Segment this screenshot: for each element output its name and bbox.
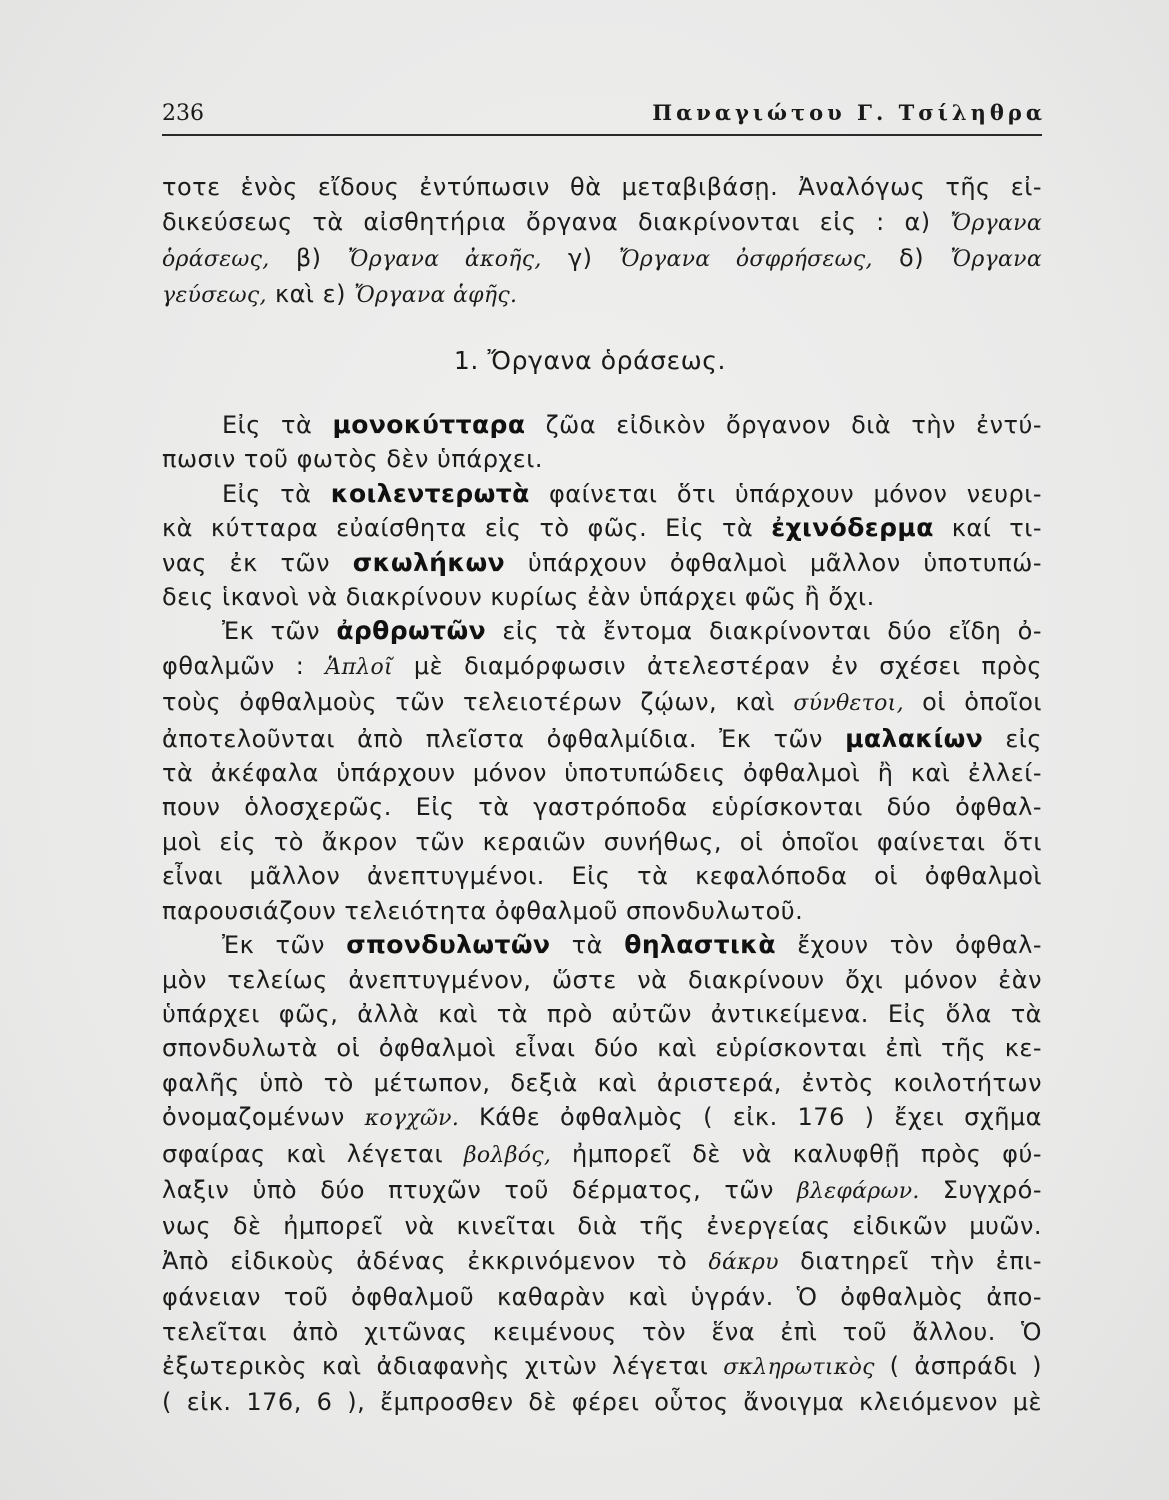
text-line: [162, 1244, 1042, 1280]
text-run: ἠμπορεῖ δὲ νὰ καλυφθῇ πρὸς φύ-: [551, 1139, 1042, 1168]
text-run: γ): [541, 244, 619, 272]
text-run: τελεῖται ἀπὸ χιτῶνας κειμένους τὸν ἕνα ἐπὶ τοῦ ἄλλου. Ὁ: [162, 1317, 1042, 1346]
text-run: ὑπάρχει φῶς, ἀλλὰ καὶ τὰ πρὸ αὐτῶν ἀντικείμενα. Εἰς ὅλα τὰ: [162, 999, 1042, 1028]
text-run: οἱ ὁποῖοι: [903, 688, 1042, 717]
text-line: [162, 477, 1042, 511]
text-line: [162, 859, 1042, 893]
text-line: [162, 997, 1042, 1031]
bold-term: θηλαστικὰ: [624, 930, 776, 960]
text-run: ἐξωτερικὸς καὶ ἀδιαφανὴς χιτὼν λέγεται: [162, 1351, 724, 1380]
text-run: Εἰς τὰ: [222, 479, 331, 508]
text-run: ἀποτελοῦνται ἀπὸ πλεῖστα ὀφθαλμίδια. Ἐκ τῶν: [162, 724, 846, 753]
text-line: [162, 963, 1042, 997]
italic-term: Ὄργανα ἀκοῆς,: [347, 247, 542, 272]
header-rule: [162, 134, 1042, 136]
text-line: [162, 649, 1042, 685]
section-heading: 1. Ὄργανα ὁράσεως.: [453, 346, 727, 375]
text-run: δικεύσεως τὰ αἰσθητήρια ὄργανα διακρίνονται εἰς : α): [162, 208, 951, 236]
text-run: φαίνεται ὅτι ὑπάρχουν μόνον νευρι-: [529, 479, 1042, 508]
text-run: μὲ διαμόρφωσιν ἀτελεστέραν ἐν σχέσει πρὸς: [392, 651, 1042, 680]
text-line: [162, 1031, 1042, 1065]
text-line: [162, 722, 1042, 756]
text-run: εἰς τὰ ἔντομα διακρίνονται δύο εἴδη ὀ-: [486, 617, 1042, 646]
italic-term: κογχῶν.: [364, 1106, 460, 1132]
text-line: [162, 1066, 1042, 1100]
text-line: [162, 1209, 1042, 1243]
text-run: φάνειαν τοῦ ὀφθαλμοῦ καθαρὰν καὶ ὑγράν. Ὁ ὀφθαλμὸς ἀπο-: [162, 1283, 1042, 1312]
italic-term: Ἁπλοῖ: [325, 654, 393, 680]
text-line: [162, 685, 1042, 721]
text-run: Ἐκ τῶν: [222, 931, 347, 960]
text-run: εἶναι μᾶλλον ἀνεπτυγμένοι. Εἰς τὰ κεφαλόποδα οἱ ὀφθαλμοὶ: [162, 862, 1042, 891]
text-run: ( ἀσπράδι ): [874, 1351, 1043, 1380]
text-run: κὰ κύτταρα εὐαίσθητα εἰς τὸ φῶς. Εἰς τὰ: [162, 514, 772, 543]
text-run: διατηρεῖ τὴν ἐπι-: [778, 1246, 1042, 1275]
text-run: ζῶα εἰδικὸν ὄργανον διὰ τὴν ἐντύ-: [525, 411, 1042, 439]
text-line: [162, 894, 1042, 928]
running-title: Παναγιώτου Γ. Τσίληθρα: [652, 100, 1046, 125]
text-run: τὰ: [550, 931, 625, 960]
page-body: [162, 170, 1042, 1420]
text-run: β): [269, 244, 348, 272]
text-run: ὀνομαζομένων: [162, 1103, 365, 1132]
text-run: φθαλμῶν :: [162, 651, 326, 680]
bold-term: σπονδυλωτῶν: [346, 930, 551, 960]
text-run: τὰ ἀκέφαλα ὑπάρχουν μόνον ὑποτυπώδεις ὀφθαλμοὶ ἢ καὶ ἐλλεί-: [162, 759, 1042, 788]
text-run: πουν ὁλοσχερῶς. Εἰς τὰ γαστρόποδα εὑρίσκονται δύο ὀφθαλ-: [162, 793, 1042, 822]
italic-term: σύνθετοι,: [793, 691, 904, 717]
italic-term: γεύσεως,: [162, 283, 267, 308]
text-run: δεις ἱκανοὶ νὰ διακρίνουν κυρίως ἐὰν ὑπάρχει φῶς ἢ ὄχι.: [162, 583, 875, 612]
text-line: [162, 1349, 1042, 1385]
text-run: φαλῆς ὑπὸ τὸ μέτωπον, δεξιὰ καὶ ἀριστερά, ἐντὸς κοιλοτήτων: [162, 1068, 1042, 1097]
text-line: [162, 928, 1042, 962]
text-line: [162, 1173, 1042, 1209]
text-run: καί τι-: [933, 514, 1042, 543]
text-run: πωσιν τοῦ φωτὸς δὲν ὑπάρχει.: [162, 445, 544, 474]
text-run: τοὺς ὀφθαλμοὺς τῶν τελειοτέρων ζῴων, καὶ: [162, 688, 794, 717]
text-run: παρουσιάζουν τελειότητα ὀφθαλμοῦ σπονδυλωτοῦ.: [162, 896, 804, 925]
paragraph: [162, 477, 1042, 615]
text-line: [162, 241, 1042, 277]
text-line: [162, 1100, 1042, 1136]
text-line: [162, 1315, 1042, 1349]
text-line: [162, 580, 1042, 614]
italic-term: δάκρυ: [708, 1249, 779, 1275]
italic-term: Ὄργανα: [950, 211, 1042, 236]
text-run: τοτε ἑνὸς εἴδους ἐντύπωσιν θὰ μεταβιβάσῃ. Ἀναλόγως τῆς εἰ-: [162, 173, 1042, 201]
italic-term: βολβός,: [463, 1142, 552, 1168]
text-line: [162, 756, 1042, 790]
text-run: νας ἐκ τῶν: [162, 548, 353, 577]
text-run: δ): [872, 244, 951, 272]
italic-term: βλεφάρων.: [797, 1178, 920, 1204]
text-line: [162, 408, 1042, 442]
text-run: καὶ ε): [266, 280, 355, 308]
text-run: νως δὲ ἠμπορεῖ νὰ κινεῖται διὰ τῆς ἐνεργείας εἰδικῶν μυῶν.: [162, 1212, 1042, 1241]
text-run: σπονδυλωτὰ οἱ ὀφθαλμοὶ εἶναι δύο καὶ εὑρίσκονται ἐπὶ τῆς κε-: [162, 1034, 1042, 1063]
bold-term: σκωλήκων: [352, 547, 506, 577]
continued-paragraph: [162, 170, 1042, 313]
text-line: [162, 277, 1042, 313]
italic-term: σκληρωτικὸς: [723, 1354, 875, 1380]
text-line: [162, 1137, 1042, 1173]
italic-term: Ὄργανα: [950, 247, 1042, 272]
page-number: 236: [162, 101, 204, 126]
text-run: ( εἰκ. 176, 6 ), ἔμπροσθεν δὲ φέρει οὗτος ἄνοιγμα κλειόμενον μὲ: [162, 1388, 1042, 1417]
text-line: [162, 546, 1042, 580]
running-header: [162, 98, 1046, 128]
text-line: [162, 825, 1042, 859]
bold-term: μαλακίων: [845, 723, 984, 753]
text-run: Εἰς τὰ: [222, 411, 333, 439]
text-line: [162, 1280, 1042, 1314]
paragraph: [162, 928, 1042, 1420]
text-run: Κάθε ὀφθαλμὸς ( εἰκ. 176 ) ἔχει σχῆμα: [459, 1103, 1042, 1132]
section-body: [162, 408, 1042, 1420]
bold-term: κοιλεντερωτὰ: [330, 478, 530, 508]
text-line: [162, 442, 1042, 476]
text-line: [162, 790, 1042, 824]
text-run: μὸν τελείως ἀνεπτυγμένον, ὥστε νὰ διακρίνουν ὄχι μόνον ἐὰν: [162, 965, 1042, 994]
text-run: μοὶ εἰς τὸ ἄκρον τῶν κεραιῶν συνήθως, οἱ ὁποῖοι φαίνεται ὅτι: [162, 827, 1042, 856]
text-line: [162, 614, 1042, 648]
bold-term: μονοκύτταρα: [332, 410, 526, 439]
text-run: Ἐκ τῶν: [222, 617, 337, 646]
text-run: ὑπάρχουν ὀφθαλμοὶ μᾶλλον ὑποτυπώ-: [505, 548, 1042, 577]
text-run: λαξιν ὑπὸ δύο πτυχῶν τοῦ δέρματος, τῶν: [162, 1175, 798, 1204]
text-line: [162, 170, 1042, 205]
text-line: [162, 205, 1042, 241]
italic-term: ὁράσεως,: [162, 247, 270, 272]
text-run: εἰς: [983, 724, 1042, 753]
text-run: σφαίρας καὶ λέγεται: [162, 1139, 464, 1168]
paragraph: [162, 408, 1042, 477]
text-line: [162, 1385, 1042, 1419]
bold-term: ἐχινόδερμα: [771, 513, 934, 543]
text-run: ἔχουν τὸν ὀφθαλ-: [775, 931, 1043, 960]
italic-term: Ὄργανα ἁφῆς.: [354, 283, 518, 308]
text-line: [162, 511, 1042, 545]
bold-term: ἀρθρωτῶν: [336, 616, 487, 646]
text-run: Ἀπὸ εἰδικοὺς ἀδένας ἐκκρινόμενον τὸ: [162, 1246, 709, 1275]
italic-term: Ὄργανα ὀσφρήσεως,: [618, 247, 873, 272]
text-run: Συγχρό-: [919, 1175, 1043, 1204]
paragraph: [162, 614, 1042, 928]
